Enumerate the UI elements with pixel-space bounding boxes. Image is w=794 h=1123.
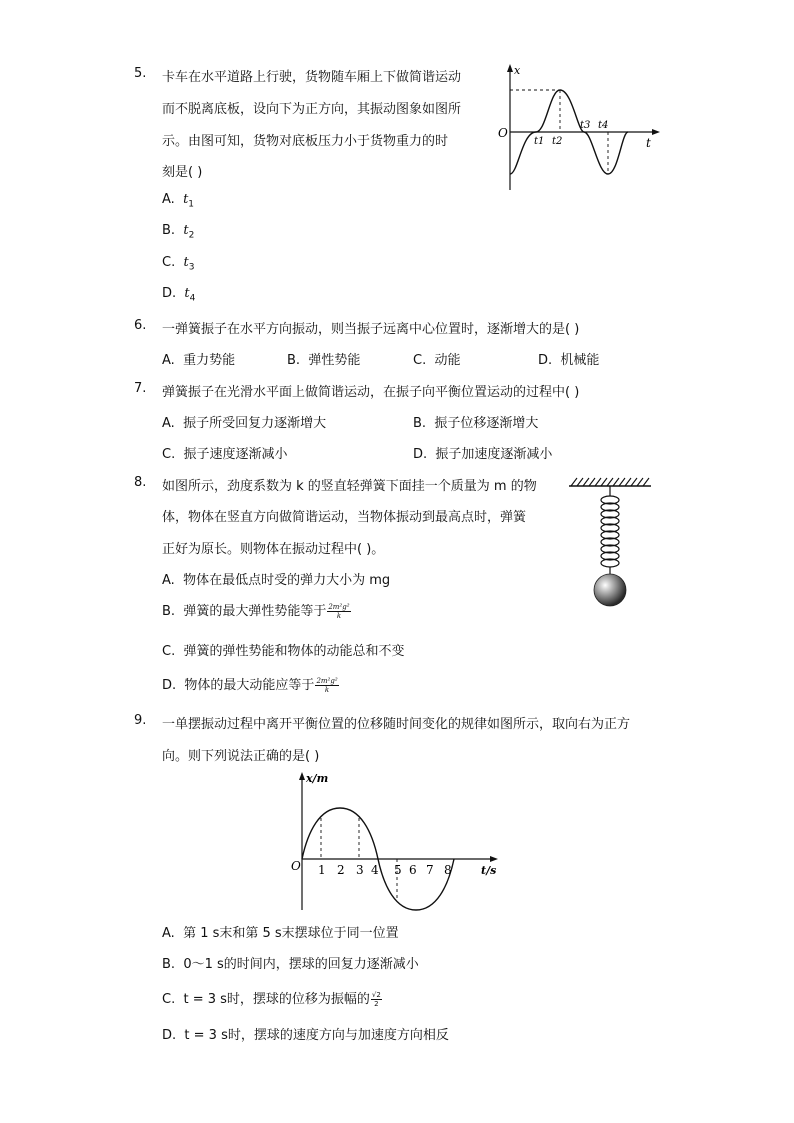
spring-mass-figure <box>563 474 657 614</box>
x-axis-arrow <box>490 856 498 862</box>
option-letter: C. <box>162 992 176 1007</box>
option-letter: A. <box>162 573 175 588</box>
question-number: 6. <box>134 318 147 333</box>
ceiling-hatching <box>571 478 649 486</box>
option-d[interactable] <box>538 349 599 368</box>
option-c[interactable] <box>162 988 382 1008</box>
question-number: 5. <box>134 66 147 81</box>
option-b[interactable] <box>162 223 194 241</box>
option-letter: B. <box>162 957 176 972</box>
fraction <box>315 677 338 694</box>
option-text: 物体的最大动能应等于 <box>184 678 315 693</box>
mass-ball <box>594 574 626 606</box>
option-letter: D. <box>538 353 553 368</box>
tick-7: 7 <box>426 863 434 877</box>
option-subscript: 3 <box>188 262 195 273</box>
tick-t2: t2 <box>552 136 563 147</box>
question-text: 如图所示，劲度系数为 k 的竖直轻弹簧下面挂一个质量为 m 的物 <box>162 479 537 494</box>
option-letter: A. <box>162 192 175 207</box>
option-text: 振子加速度逐渐减小 <box>435 447 553 462</box>
tick-t3: t3 <box>580 120 591 131</box>
question-text: 而不脱离底板，设向下为正方向，其振动图象如图所 <box>162 102 462 117</box>
option-subscript: 1 <box>188 199 195 210</box>
question-text: 正好为原长。则物体在振动过程中( )。 <box>162 542 385 557</box>
tick-t1: t1 <box>534 136 545 147</box>
option-text: 弹簧的弹性势能和物体的动能总和不变 <box>183 644 405 659</box>
option-letter: C. <box>162 644 176 659</box>
option-a[interactable] <box>162 569 390 588</box>
option-c[interactable] <box>162 255 194 273</box>
option-a[interactable] <box>162 412 326 431</box>
origin-label: O <box>291 859 301 873</box>
option-text: t = 3 s时，摆球的位移为振幅的 <box>183 992 370 1007</box>
fraction-numerator: √2 <box>371 991 381 999</box>
fraction <box>371 991 382 1008</box>
option-a[interactable] <box>162 192 194 210</box>
option-text: t = 3 s时，摆球的速度方向与加速度方向相反 <box>184 1028 449 1043</box>
option-text: 物体在最低点时受的弹力大小为 mg <box>183 573 391 588</box>
option-letter: D. <box>162 1028 177 1043</box>
fraction-denominator: 2 <box>374 1000 379 1008</box>
question-text: 卡车在水平道路上行驶，货物随车厢上下做简谐运动 <box>162 70 462 85</box>
question-text: 体，物体在竖直方向做简谐运动，当物体振动到最高点时，弹簧 <box>162 510 527 525</box>
vibration-graph-q5 <box>488 60 668 195</box>
option-letter: C. <box>162 447 176 462</box>
y-axis-arrow <box>507 64 513 72</box>
tick-8: 8 <box>444 863 452 877</box>
option-b[interactable] <box>162 953 419 972</box>
fraction-numerator: 2m²g² <box>316 677 338 685</box>
question-text: 弹簧振子在光滑水平面上做简谐运动，在振子向平衡位置运动的过程中( ) <box>162 385 580 400</box>
option-text: t <box>183 223 189 238</box>
pendulum-displacement-graph <box>288 766 502 912</box>
option-c[interactable] <box>162 640 405 659</box>
question-number: 9. <box>134 713 147 728</box>
tick-4: 4 <box>371 863 379 877</box>
option-letter: D. <box>162 286 177 301</box>
option-a[interactable] <box>162 922 399 941</box>
question-text: 一单摆振动过程中离开平衡位置的位移随时间变化的规律如图所示，取向右为正方 <box>162 717 631 732</box>
y-axis-arrow <box>299 772 305 780</box>
option-b[interactable] <box>162 600 351 620</box>
option-text: 弹簧的最大弹性势能等于 <box>183 604 327 619</box>
fraction <box>327 603 350 620</box>
option-letter: D. <box>413 447 428 462</box>
fraction-denominator: k <box>336 612 342 620</box>
option-d[interactable] <box>162 1024 449 1043</box>
option-letter: B. <box>162 604 176 619</box>
option-letter: C. <box>413 353 427 368</box>
option-letter: A. <box>162 926 175 941</box>
option-text: 振子速度逐渐减小 <box>183 447 288 462</box>
option-text: t <box>183 192 189 207</box>
option-b[interactable] <box>287 349 360 368</box>
option-a[interactable] <box>162 349 235 368</box>
option-subscript: 4 <box>189 293 196 304</box>
tick-1: 1 <box>318 863 326 877</box>
option-letter: B. <box>413 416 427 431</box>
option-letter: A. <box>162 416 175 431</box>
spring-coils <box>601 496 619 567</box>
option-letter: A. <box>162 353 175 368</box>
option-text: 振子所受回复力逐渐增大 <box>183 416 327 431</box>
x-axis-arrow <box>652 129 660 135</box>
x-axis-label: t <box>646 136 651 150</box>
option-letter: B. <box>162 223 176 238</box>
y-axis-label: x/m <box>306 772 329 785</box>
option-text: 振子位移逐渐增大 <box>434 416 539 431</box>
option-subscript: 2 <box>188 230 195 241</box>
option-text: t <box>183 255 189 270</box>
option-d[interactable] <box>413 443 552 462</box>
option-letter: B. <box>287 353 301 368</box>
option-text: 重力势能 <box>183 353 236 368</box>
option-text: 弹性势能 <box>308 353 361 368</box>
x-axis-label: t/s <box>481 864 497 877</box>
question-number: 7. <box>134 381 147 396</box>
option-text: 0～1 s的时间内，摆球的回复力逐渐减小 <box>183 957 419 972</box>
option-text: 机械能 <box>560 353 600 368</box>
option-text: 第 1 s末和第 5 s末摆球位于同一位置 <box>183 926 399 941</box>
fraction-denominator: k <box>324 686 330 694</box>
option-letter: D. <box>162 678 177 693</box>
question-text: 示。由图可知，货物对底板压力小于货物重力的时 <box>162 134 449 149</box>
question-text: 刻是( ) <box>162 165 203 180</box>
option-text: t <box>184 286 190 301</box>
option-letter: C. <box>162 255 176 270</box>
option-b[interactable] <box>413 412 538 431</box>
option-d[interactable] <box>162 286 195 304</box>
tick-2: 2 <box>337 863 345 877</box>
option-c[interactable] <box>413 349 461 368</box>
tick-6: 6 <box>409 863 417 877</box>
question-text: 一弹簧振子在水平方向振动，则当振子远离中心位置时，逐渐增大的是( ) <box>162 322 580 337</box>
tick-3: 3 <box>356 863 364 877</box>
option-c[interactable] <box>162 443 288 462</box>
question-text: 向。则下列说法正确的是( ) <box>162 749 320 764</box>
tick-5: 5 <box>394 863 402 877</box>
origin-label: O <box>498 126 508 140</box>
y-axis-label: x <box>514 64 521 77</box>
option-text: 动能 <box>434 353 461 368</box>
fraction-numerator: 2m²g² <box>328 603 350 611</box>
option-d[interactable] <box>162 674 339 694</box>
question-number: 8. <box>134 475 147 490</box>
tick-t4: t4 <box>598 120 609 131</box>
